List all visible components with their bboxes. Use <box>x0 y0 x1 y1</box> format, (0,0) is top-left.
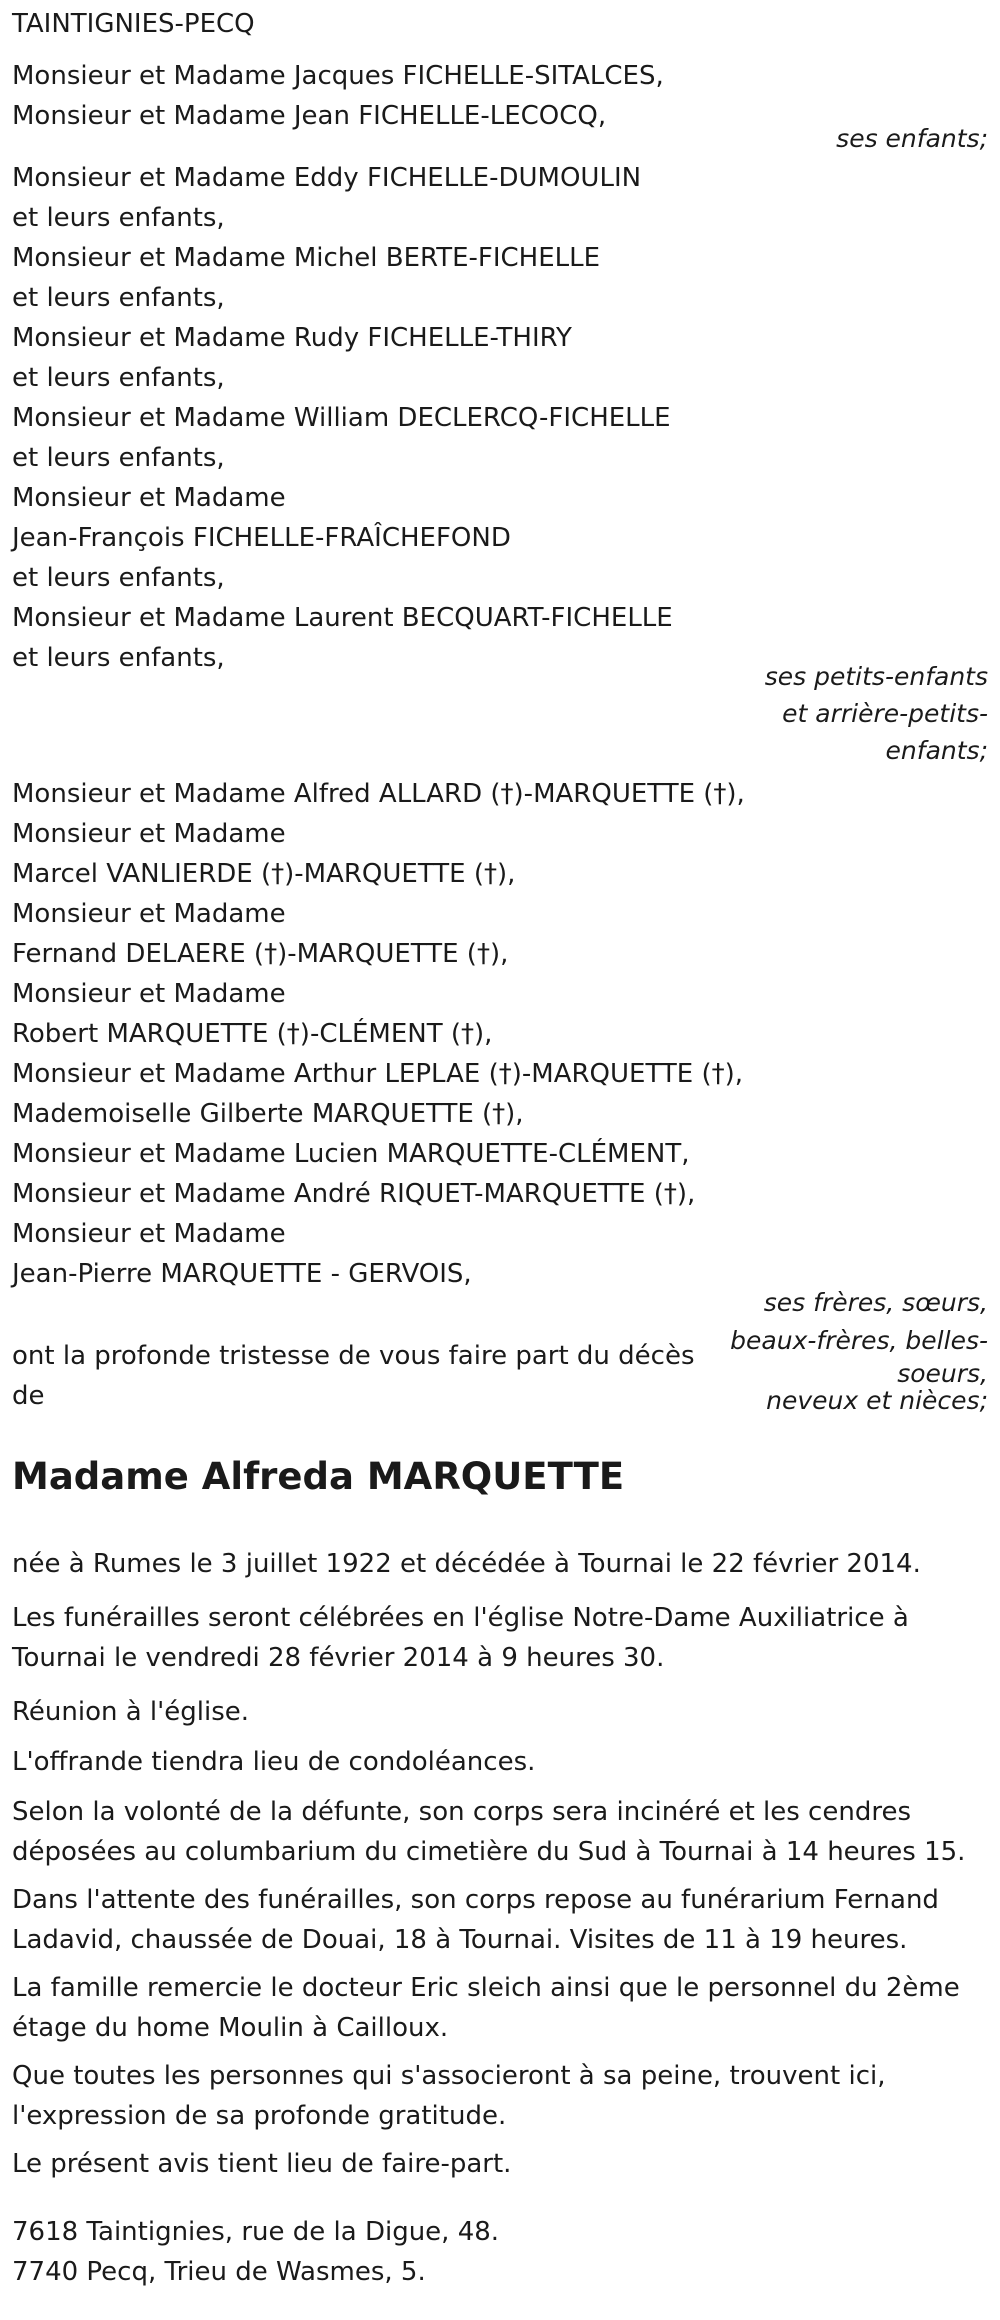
grandchildren-line: et leurs enfants, <box>12 563 225 593</box>
funeral-paragraph <box>12 1598 909 1678</box>
grandchildren-line: Monsieur et Madame William DECLERCQ-FICHELLE <box>12 403 671 433</box>
siblings-role-line: neveux et nièces; <box>766 1386 988 1415</box>
paragraph-line: Tournai le vendredi 28 février 2014 à 9 heures 30. <box>12 1643 665 1673</box>
paragraph-line: Ladavid, chaussée de Douai, 18 à Tournai. Visites de 11 à 19 heures. <box>12 1925 908 1955</box>
paragraph-line: Selon la volonté de la défunte, son corps sera incinéré et les cendres <box>12 1797 911 1827</box>
siblings-line: Monsieur et Madame Lucien MARQUETTE-CLÉMENT, <box>12 1139 690 1169</box>
siblings-list <box>12 774 745 1294</box>
children-list <box>12 56 664 136</box>
gratitude-paragraph <box>12 2056 886 2136</box>
siblings-role-line: ses frères, sœurs, <box>763 1288 988 1317</box>
siblings-line: Mademoiselle Gilberte MARQUETTE (†), <box>12 1099 524 1129</box>
deceased-name: Madame Alfreda MARQUETTE <box>12 1455 625 1498</box>
children-role: ses enfants; <box>836 124 988 153</box>
grandchildren-role <box>765 658 988 769</box>
grandchildren-line: et leurs enfants, <box>12 643 225 673</box>
siblings-role <box>730 1284 988 1416</box>
grandchildren-line: Monsieur et Madame Laurent BECQUART-FICHELLE <box>12 603 673 633</box>
paragraph-line: La famille remercie le docteur Eric sleich ainsi que le personnel du 2ème <box>12 1973 960 2003</box>
paragraph-line: Dans l'attente des funérailles, son corps repose au funérarium Fernand <box>12 1885 939 1915</box>
paragraph-line: déposées au columbarium du cimetière du Sud à Tournai à 14 heures 15. <box>12 1837 966 1867</box>
siblings-line: Marcel VANLIERDE (†)-MARQUETTE (†), <box>12 859 516 889</box>
notice-paragraph <box>12 2144 511 2184</box>
birth-death-paragraph <box>12 1544 921 1584</box>
grandchildren-line: Monsieur et Madame Rudy FICHELLE-THIRY <box>12 323 572 353</box>
siblings-line: Monsieur et Madame Alfred ALLARD (†)-MARQUETTE (†), <box>12 779 745 809</box>
paragraph-line: Que toutes les personnes qui s'associeront à sa peine, trouvent ici, <box>12 2061 886 2091</box>
grandchildren-list <box>12 158 673 678</box>
siblings-line: Monsieur et Madame Arthur LEPLAE (†)-MARQUETTE (†), <box>12 1059 744 1089</box>
children-line: Monsieur et Madame Jacques FICHELLE-SITALCES, <box>12 61 664 91</box>
siblings-line: Monsieur et Madame André RIQUET-MARQUETTE (†), <box>12 1179 696 1209</box>
grandchildren-line: et leurs enfants, <box>12 203 225 233</box>
siblings-line: Monsieur et Madame <box>12 979 286 1009</box>
cremation-paragraph <box>12 1792 965 1872</box>
grandchildren-line: Monsieur et Madame Michel BERTE-FICHELLE <box>12 243 601 273</box>
siblings-line: Monsieur et Madame <box>12 899 286 929</box>
paragraph-line: Les funérailles seront célébrées en l'église Notre-Dame Auxiliatrice à <box>12 1603 909 1633</box>
grandchildren-line: Monsieur et Madame <box>12 483 286 513</box>
paragraph-line: l'expression de sa profonde gratitude. <box>12 2101 507 2131</box>
paragraph-line: étage du home Moulin à Cailloux. <box>12 2013 449 2043</box>
announcement-line: ont la profonde tristesse de vous faire part du décès <box>12 1341 695 1371</box>
grandchildren-line: et leurs enfants, <box>12 363 225 393</box>
siblings-role-line: soeurs, <box>897 1359 988 1388</box>
grandchildren-line: et leurs enfants, <box>12 443 225 473</box>
location-header: TAINTIGNIES-PECQ <box>12 9 255 39</box>
announcement-text <box>12 1336 695 1416</box>
siblings-line: Monsieur et Madame <box>12 819 286 849</box>
addresses <box>12 2212 499 2292</box>
funerarium-paragraph <box>12 1880 939 1960</box>
siblings-line: Fernand DELAERE (†)-MARQUETTE (†), <box>12 939 509 969</box>
grandchildren-role-line: et arrière-petits- <box>782 699 988 728</box>
paragraph-line: née à Rumes le 3 juillet 1922 et décédée à Tournai le 22 février 2014. <box>12 1549 921 1579</box>
grandchildren-line: et leurs enfants, <box>12 283 225 313</box>
grandchildren-role-line: enfants; <box>885 736 988 765</box>
grandchildren-line: Monsieur et Madame Eddy FICHELLE-DUMOULIN <box>12 163 642 193</box>
grandchildren-line: Jean-François FICHELLE-FRAÎCHEFOND <box>12 523 511 553</box>
offering-paragraph <box>12 1742 535 1782</box>
siblings-role-line: beaux-frères, belles- <box>730 1326 988 1355</box>
paragraph-line: Le présent avis tient lieu de faire-part. <box>12 2149 512 2179</box>
announcement-line: de <box>12 1381 45 1411</box>
grandchildren-role-line: ses petits-enfants <box>764 662 988 691</box>
meeting-paragraph <box>12 1692 249 1732</box>
thanks-paragraph <box>12 1968 960 2048</box>
address-line: 7618 Taintignies, rue de la Digue, 48. <box>12 2217 500 2247</box>
children-line: Monsieur et Madame Jean FICHELLE-LECOCQ, <box>12 101 607 131</box>
address-line: 7740 Pecq, Trieu de Wasmes, 5. <box>12 2257 426 2287</box>
siblings-line: Monsieur et Madame <box>12 1219 286 1249</box>
paragraph-line: Réunion à l'église. <box>12 1697 250 1727</box>
siblings-line: Robert MARQUETTE (†)-CLÉMENT (†), <box>12 1019 493 1049</box>
siblings-line: Jean-Pierre MARQUETTE - GERVOIS, <box>12 1259 472 1289</box>
paragraph-line: L'offrande tiendra lieu de condoléances. <box>12 1747 536 1777</box>
